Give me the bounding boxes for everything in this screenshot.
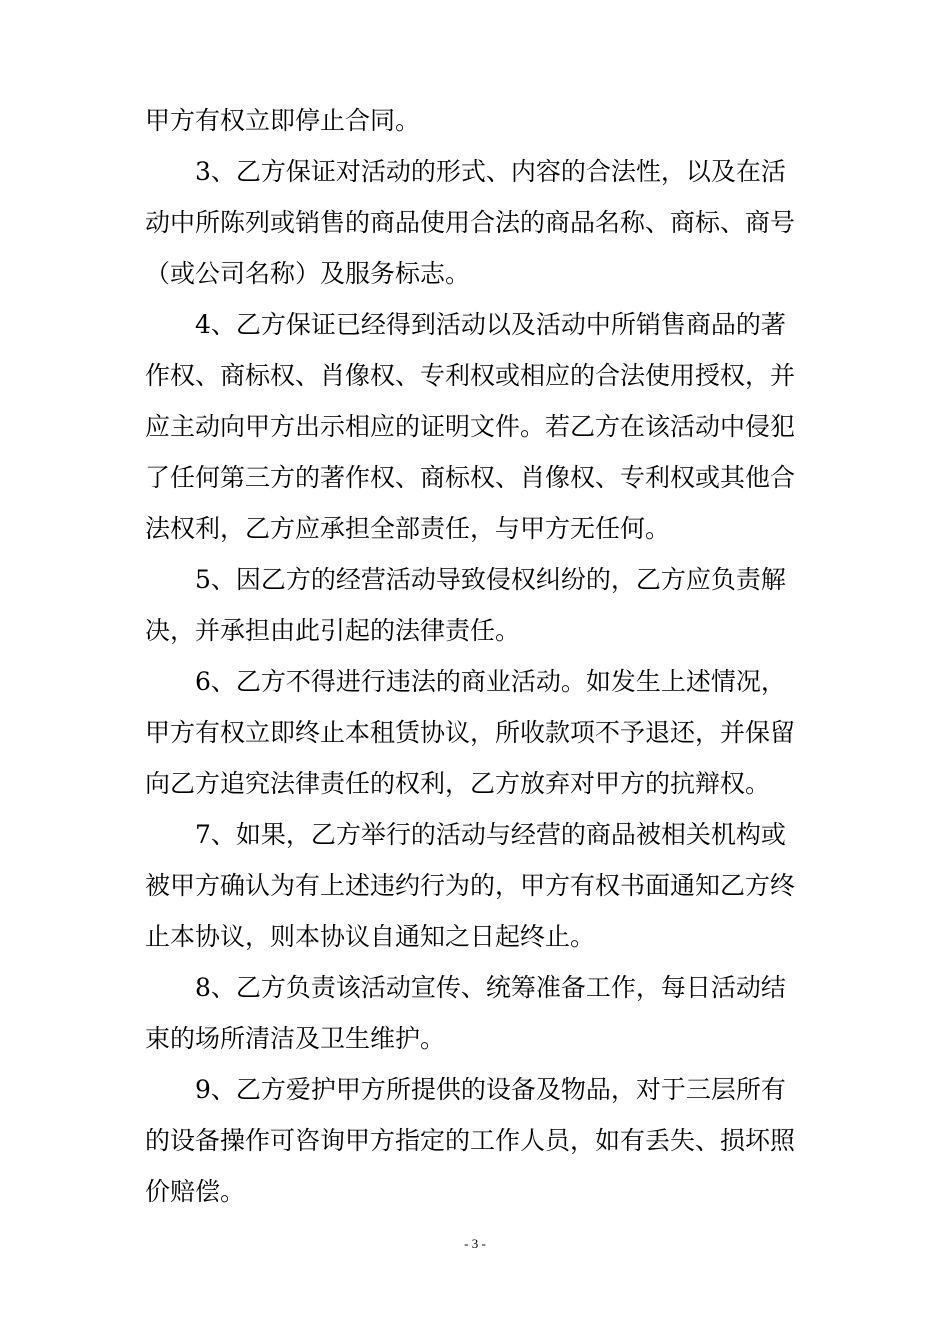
text-line: 的设备操作可咨询甲方指定的工作人员，如有丢失、损坏照: [145, 1126, 796, 1155]
text-line: 6、乙方不得进行违法的商业活动。如发生上述情况，: [195, 667, 786, 696]
text-line: 5、因乙方的经营活动导致侵权纠纷的，乙方应负责解: [195, 565, 786, 594]
text-line: 甲方有权立即停止合同。: [145, 106, 421, 135]
text-line: 被甲方确认为有上述违约行为的，甲方有权书面通知乙方终: [145, 871, 796, 900]
text-line: 了任何第三方的著作权、商标权、肖像权、专利权或其他合: [145, 463, 796, 492]
text-line: 束的场所清洁及卫生维护。: [145, 1024, 446, 1053]
text-line: 应主动向甲方出示相应的证明文件。若乙方在该活动中侵犯: [145, 412, 796, 441]
text-line: 向乙方追究法律责任的权利，乙方放弃对甲方的抗辩权。: [145, 769, 771, 798]
page-number: - 3 -: [464, 1236, 486, 1251]
text-line: 7、如果，乙方举行的活动与经营的商品被相关机构或: [195, 820, 786, 849]
text-line: 甲方有权立即终止本租赁协议，所收款项不予退还，并保留: [145, 718, 796, 747]
text-line: 止本协议，则本协议自通知之日起终止。: [145, 922, 596, 951]
text-line: 动中所陈列或销售的商品使用合法的商品名称、商标、商号: [145, 208, 796, 237]
text-line: 价赔偿。: [145, 1177, 246, 1206]
text-line: 作权、商标权、肖像权、专利权或相应的合法使用授权，并: [145, 361, 796, 390]
text-line: （或公司名称）及服务标志。: [145, 259, 471, 288]
text-line: 决，并承担由此引起的法律责任。: [145, 616, 521, 645]
text-line: 法权利，乙方应承担全部责任，与甲方无任何。: [145, 514, 671, 543]
text-line: 8、乙方负责该活动宣传、统筹准备工作，每日活动结: [195, 973, 786, 1002]
text-line: 4、乙方保证已经得到活动以及活动中所销售商品的著: [195, 310, 786, 339]
document-body: [145, 95, 810, 1217]
text-line: 3、乙方保证对活动的形式、内容的合法性，以及在活: [195, 157, 786, 186]
text-line: 9、乙方爱护甲方所提供的设备及物品，对于三层所有: [195, 1075, 786, 1104]
